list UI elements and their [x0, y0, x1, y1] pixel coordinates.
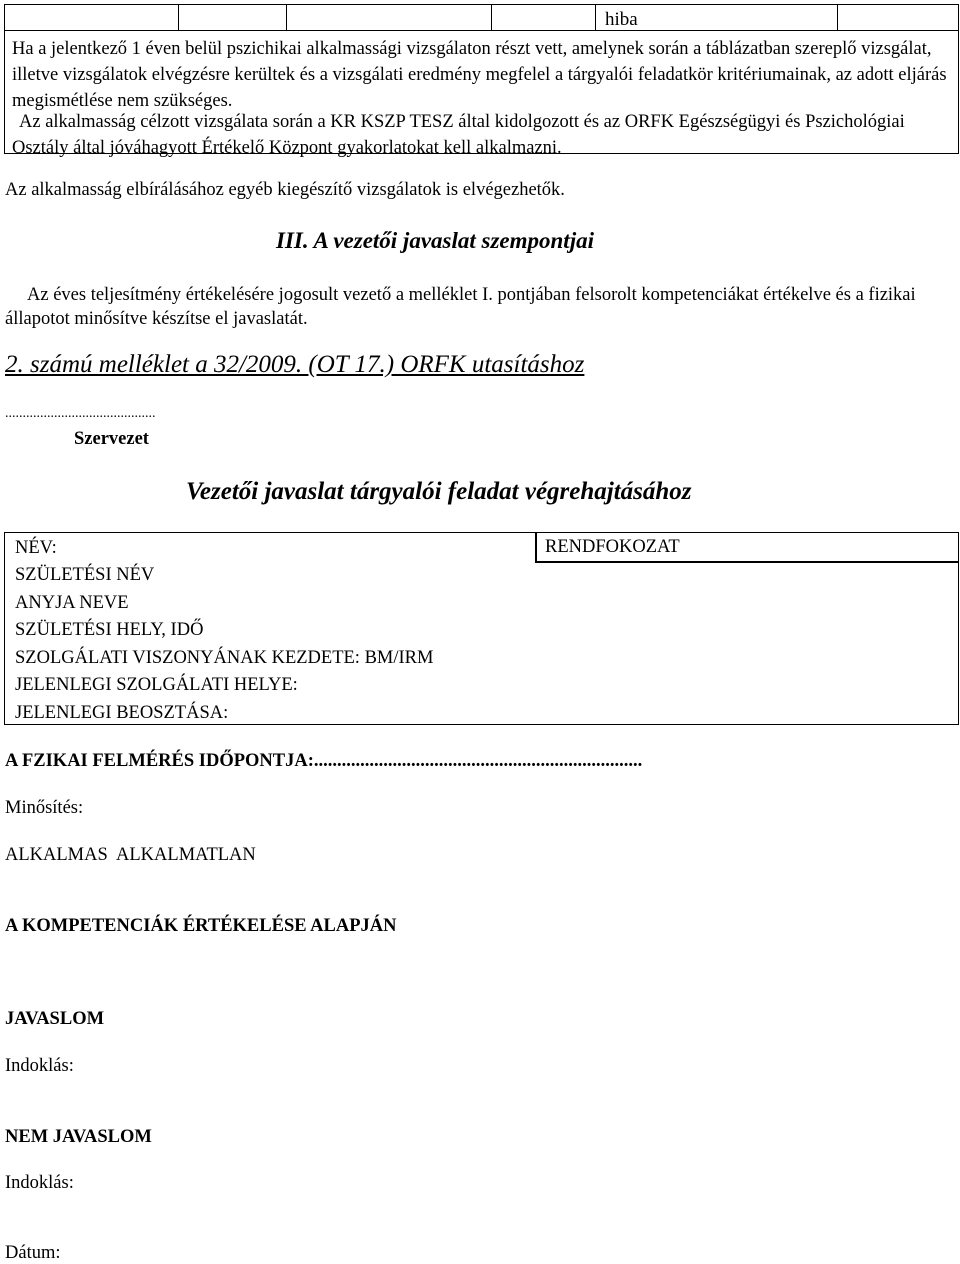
birth-name-label: SZÜLETÉSI NÉV [15, 565, 155, 585]
competency-label: A KOMPETENCIÁK ÉRTÉKELÉSE ALAPJÁN [5, 916, 397, 936]
org-label: Szervezet [74, 429, 149, 449]
form-title: Vezetői javaslat tárgyalói feladat végrehajtásához [186, 478, 692, 505]
section-iii-body: Az éves teljesítmény értékelésére jogosult vezető a melléklet I. pontjában felsorolt kompetenciákat értékelve és a fizikai állapotot minősítve készítse el javaslatát. [5, 285, 916, 329]
current-service-place-label: JELENLEGI SZOLGÁLATI HELYE: [15, 675, 298, 695]
rating-label: Minősítés: [5, 798, 84, 818]
service-start-label: SZOLGÁLATI VISZONYÁNAK KEZDETE: BM/IRM [15, 648, 434, 668]
physical-test-date-label: A FZIKAI FELMÉRÉS IDŐPONTJA:....................................................................... [5, 751, 643, 771]
additional-tests-note: Az alkalmasság elbírálásához egyéb kiegészítő vizsgálatok is elvégezhetők. [5, 180, 565, 200]
rank-label: RENDFOKOZAT [545, 537, 680, 557]
not-recommend-label: NEM JAVASLOM [5, 1127, 152, 1147]
recommend-reason-label: Indoklás: [5, 1056, 74, 1076]
rating-options: ALKALMAS ALKALMATLAN [5, 845, 256, 865]
not-recommend-reason-label: Indoklás: [5, 1173, 74, 1193]
mother-name-label: ANYJA NEVE [15, 593, 129, 613]
table-divider [535, 561, 958, 563]
table-divider [535, 533, 537, 562]
header-cell [5, 5, 179, 31]
header-cell [179, 5, 287, 31]
header-cell [492, 5, 596, 31]
org-dots: ........................................... [5, 406, 156, 421]
assessment-center-paragraph: Az alkalmasság célzott vizsgálata során a KR KSZP TESZ által kidolgozott és az ORFK Egészségügyi és Pszichológiai Osztály által jóváhagyott Értékelő Központ gyakorlatokat kell alkalmazni. [12, 112, 905, 158]
top-table [4, 4, 959, 158]
recommend-label: JAVASLOM [5, 1009, 105, 1029]
section-iii-title: III. A vezetői javaslat szempontjai [276, 228, 594, 253]
date-label: Dátum: [5, 1243, 61, 1263]
retest-exemption-paragraph: Ha a jelentkező 1 éven belül pszichikai alkalmassági vizsgálaton részt vett, amelynek során a táblázatban szereplő vizsgálat, illetve vizsgálatok elvégzésre kerültek és a vizsgálati eredmény megfelel a tárgyalói feladatkör kritériumainak, az adott eljárás megismétlése nem szükséges. [12, 39, 947, 111]
annex-title: 2. számú melléklet a 32/2009. (OT 17.) ORFK utasításhoz [5, 351, 585, 378]
birth-place-date-label: SZÜLETÉSI HELY, IDŐ [15, 620, 204, 640]
personal-data-table [4, 532, 959, 725]
name-label: NÉV: [15, 538, 57, 558]
header-text: hiba [605, 9, 638, 30]
header-cell [287, 5, 492, 31]
table-header-row [5, 5, 958, 31]
current-position-label: JELENLEGI BEOSZTÁSA: [15, 703, 229, 723]
